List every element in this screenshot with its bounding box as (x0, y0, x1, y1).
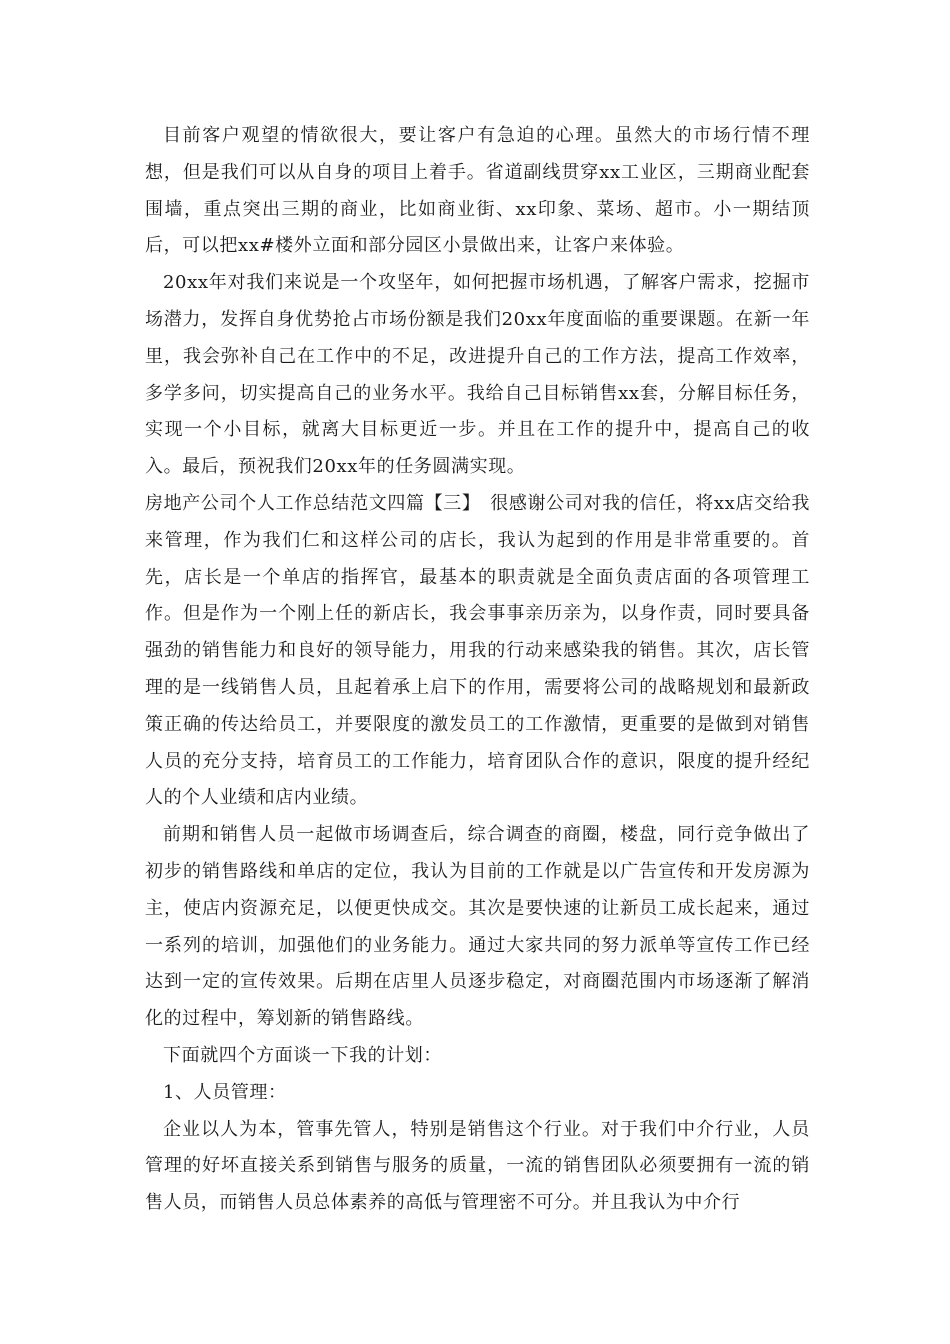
heading-personnel-management: 1、人员管理： (163, 1081, 287, 1103)
paragraph-annual-goals: 20xx年对我们来说是一个攻坚年，如何把握市场机遇，了解客户需求，挖掘市场潜力，发挥自身优势抢占市场份额是我们20xx年度面临的重要课题。在新一年里，我会弥补自己在工作中的不足，改进提升自己的工作方法，提高工作效率，多学多问，切实提高自己的业务水平。我给自己目标销售xx套，分解目标任务，实现一个小目标，就离大目标更近一步。并且在工作的提升中，提高自己的收入。最后，预祝我们20xx年的任务圆满实现。 (145, 272, 810, 478)
document-page (145, 118, 810, 1222)
paragraph-market-research: 前期和销售人员一起做市场调查后，综合调查的商圈，楼盘，同行竞争做出了初步的销售路线和单店的定位，我认为目前的工作就是以广告宣传和开发房源为主，使店内资源充足，以便更快成交。其次是要快速的让新员工成长起来，通过一系列的培训，加强他们的业务能力。通过大家共同的努力派单等宣传工作已经达到一定的宣传效果。后期在店里人员逐步稳定，对商圈范围内市场逐渐了解消化的过程中，筹划新的销售路线。 (145, 824, 810, 1030)
paragraph-section-three-heading: 房地产公司个人工作总结范文四篇【三】 很感谢公司对我的信任，将xx店交给我来管理，作为我们仁和这样公司的店长，我认为起到的作用是非常重要的。首先，店长是一个单店的指挥官，最基本的职责就是全面负责店面的各项管理工作。但是作为一个刚上任的新店长，我会事事亲历亲为，以身作责，同时要具备强劲的销售能力和良好的领导能力，用我的行动来感染我的销售。其次，店长管理的是一线销售人员，且起着承上启下的作用，需要将公司的战略规划和最新政策正确的传达给员工，并要限度的激发员工的工作激情，更重要的是做到对销售人员的充分支持，培育员工的工作能力，培育团队合作的意识，限度的提升经纪人的个人业绩和店内业绩。 (145, 492, 810, 809)
paragraph-customer-psychology: 目前客户观望的情欲很大，要让客户有急迫的心理。虽然大的市场行情不理想，但是我们可以从自身的项目上着手。省道副线贯穿xx工业区，三期商业配套围墙，重点突出三期的商业，比如商业街、xx印象、菜场、超市。小一期结顶后，可以把xx#楼外立面和部分园区小景做出来，让客户来体验。 (145, 125, 810, 257)
paragraph-personnel-management: 企业以人为本，管事先管人，特别是销售这个行业。对于我们中介行业，人员管理的好坏直接关系到销售与服务的质量，一流的销售团队必须要拥有一流的销售人员，而销售人员总体素养的高低与管理密不可分。并且我认为中介行 (145, 1118, 810, 1214)
paragraph-plan-intro: 下面就四个方面谈一下我的计划： (163, 1044, 442, 1066)
